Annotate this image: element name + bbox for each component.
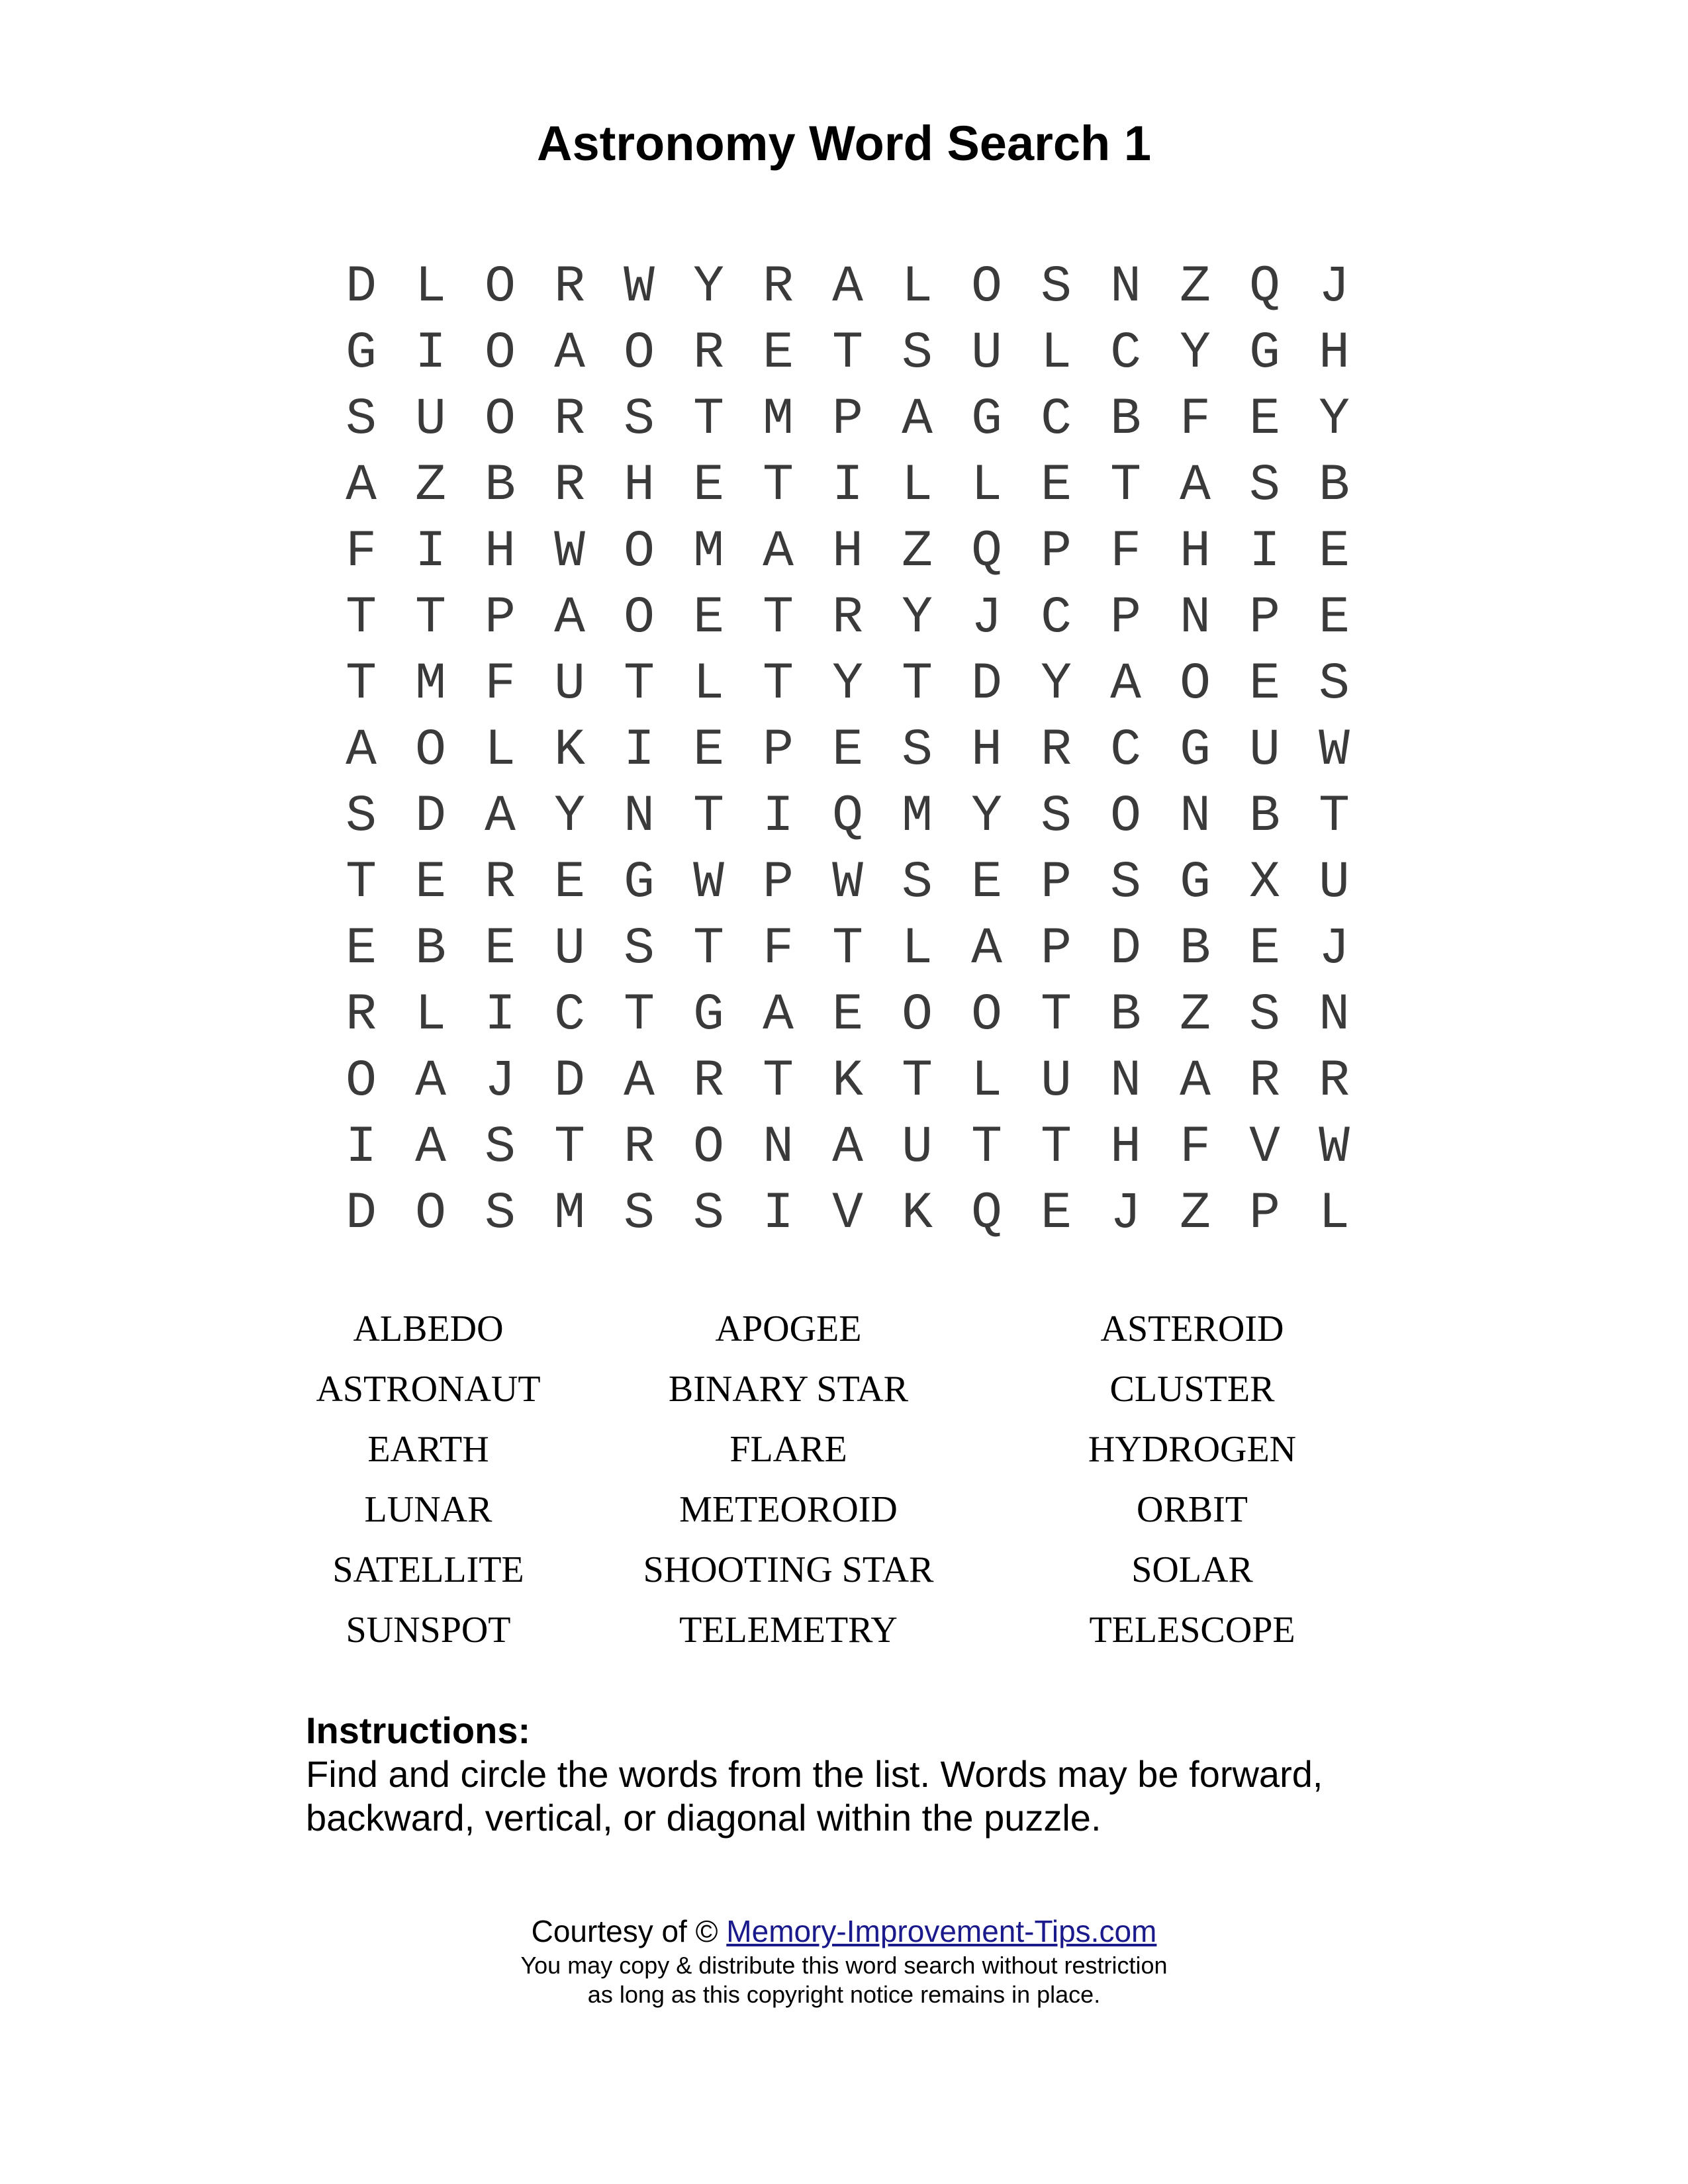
grid-cell: L [1041, 324, 1072, 383]
grid-cell: O [902, 986, 933, 1044]
grid-cell: P [1110, 589, 1141, 647]
grid-cell: C [1110, 721, 1141, 780]
word-list-item: EARTH [367, 1428, 489, 1470]
grid-cell: A [832, 258, 863, 316]
grid-cell: O [624, 589, 655, 647]
grid-cell: N [763, 1118, 794, 1177]
grid-cell: G [1249, 324, 1280, 383]
word-list-item: ASTRONAUT [316, 1368, 541, 1410]
grid-cell: I [763, 1185, 794, 1243]
word-list-item: FLARE [729, 1428, 847, 1470]
grid-cell: A [1180, 457, 1211, 515]
grid-cell: F [1110, 523, 1141, 581]
grid-cell: N [1319, 986, 1350, 1044]
grid-cell: R [1041, 721, 1072, 780]
courtesy-line [0, 1911, 1688, 1951]
grid-cell: O [971, 986, 1002, 1044]
footer [0, 1911, 1688, 2009]
grid-cell: O [624, 523, 655, 581]
grid-cell: U [554, 920, 585, 978]
grid-cell: O [415, 1185, 446, 1243]
grid-cell: B [1319, 457, 1350, 515]
grid-cell: A [971, 920, 1002, 978]
grid-cell: P [1249, 1185, 1280, 1243]
grid-cell: Y [1180, 324, 1211, 383]
grid-cell: O [415, 721, 446, 780]
grid-cell: A [763, 523, 794, 581]
word-list-item: SATELLITE [332, 1549, 524, 1590]
grid-cell: W [693, 854, 724, 912]
puzzle-grid [326, 254, 1369, 1247]
grid-cell: R [763, 258, 794, 316]
grid-cell: S [902, 324, 933, 383]
grid-cell: A [832, 1118, 863, 1177]
grid-cell: S [346, 788, 377, 846]
grid-cell: S [1249, 457, 1280, 515]
grid-cell: U [1319, 854, 1350, 912]
grid-cell: S [1110, 854, 1141, 912]
grid-cell: E [763, 324, 794, 383]
grid-cell: N [1110, 258, 1141, 316]
grid-cell: S [346, 390, 377, 449]
grid-cell: M [415, 655, 446, 713]
grid-cell: V [1249, 1118, 1280, 1177]
grid-cell: M [902, 788, 933, 846]
grid-cell: I [415, 523, 446, 581]
grid-cell: E [1319, 523, 1350, 581]
grid-cell: Y [971, 788, 1002, 846]
grid-cell: T [693, 390, 724, 449]
website-link[interactable]: Memory-Improvement-Tips.com [726, 1914, 1157, 1948]
instructions-body [306, 1752, 1431, 1840]
grid-cell: L [485, 721, 516, 780]
grid-cell: S [902, 854, 933, 912]
grid-cell: W [832, 854, 863, 912]
grid-cell: O [624, 324, 655, 383]
grid-cell: E [1041, 1185, 1072, 1243]
grid-cell: Q [832, 788, 863, 846]
grid-cell: E [485, 920, 516, 978]
word-list-item: SUNSPOT [346, 1609, 511, 1651]
grid-cell: T [763, 589, 794, 647]
grid-cell: N [1180, 589, 1211, 647]
grid-cell: R [832, 589, 863, 647]
word-list-item: METEOROID [679, 1488, 898, 1530]
grid-cell: T [415, 589, 446, 647]
grid-cell: T [1110, 457, 1141, 515]
grid-cell: M [763, 390, 794, 449]
grid-cell: H [1110, 1118, 1141, 1177]
grid-cell: D [346, 1185, 377, 1243]
grid-cell: K [832, 1052, 863, 1111]
grid-cell: U [554, 655, 585, 713]
grid-cell: S [1041, 258, 1072, 316]
grid-cell: D [554, 1052, 585, 1111]
grid-cell: E [1249, 390, 1280, 449]
grid-cell: I [763, 788, 794, 846]
grid-cell: A [554, 589, 585, 647]
grid-cell: L [902, 920, 933, 978]
grid-cell: O [1110, 788, 1141, 846]
instructions-heading: Instructions: [306, 1709, 531, 1751]
grid-cell: Z [902, 523, 933, 581]
grid-cell: R [1319, 1052, 1350, 1111]
grid-cell: R [485, 854, 516, 912]
grid-cell: R [554, 390, 585, 449]
grid-cell: S [1319, 655, 1350, 713]
page-title: Astronomy Word Search 1 [537, 116, 1151, 171]
grid-cell: U [1041, 1052, 1072, 1111]
grid-cell: G [346, 324, 377, 383]
grid-cell: A [485, 788, 516, 846]
grid-cell: L [415, 986, 446, 1044]
grid-cell: P [763, 721, 794, 780]
grid-cell: T [346, 589, 377, 647]
grid-cell: Z [1180, 1185, 1211, 1243]
grid-cell: S [1249, 986, 1280, 1044]
copyright-note-line: You may copy & distribute this word search without restriction [520, 1952, 1168, 1979]
grid-cell: M [554, 1185, 585, 1243]
grid-cell: O [693, 1118, 724, 1177]
grid-cell: E [693, 589, 724, 647]
grid-cell: T [902, 655, 933, 713]
grid-cell: E [693, 721, 724, 780]
grid-cell: O [485, 390, 516, 449]
grid-cell: E [554, 854, 585, 912]
grid-cell: D [415, 788, 446, 846]
grid-cell: D [1110, 920, 1141, 978]
grid-cell: T [693, 920, 724, 978]
grid-cell: T [763, 655, 794, 713]
grid-cell: T [971, 1118, 1002, 1177]
grid-cell: T [624, 655, 655, 713]
grid-cell: T [554, 1118, 585, 1177]
grid-cell: R [693, 324, 724, 383]
grid-cell: L [902, 457, 933, 515]
grid-cell: I [485, 986, 516, 1044]
grid-cell: T [346, 655, 377, 713]
courtesy-prefix: Courtesy of © [531, 1914, 727, 1948]
grid-cell: R [346, 986, 377, 1044]
grid-cell: W [1319, 721, 1350, 780]
grid-cell: W [554, 523, 585, 581]
grid-cell: A [346, 721, 377, 780]
grid-cell: S [693, 1185, 724, 1243]
grid-cell: P [1041, 854, 1072, 912]
grid-cell: G [1180, 854, 1211, 912]
grid-cell: I [415, 324, 446, 383]
grid-cell: M [693, 523, 724, 581]
grid-cell: Z [415, 457, 446, 515]
grid-cell: F [1180, 1118, 1211, 1177]
grid-cell: J [1110, 1185, 1141, 1243]
grid-cell: H [624, 457, 655, 515]
grid-cell: T [1319, 788, 1350, 846]
grid-cell: B [1249, 788, 1280, 846]
grid-cell: H [832, 523, 863, 581]
grid-cell: L [1319, 1185, 1350, 1243]
grid-cell: O [1180, 655, 1211, 713]
grid-cell: F [485, 655, 516, 713]
grid-cell: T [902, 1052, 933, 1111]
grid-cell: Y [554, 788, 585, 846]
grid-cell: D [346, 258, 377, 316]
grid-cell: U [415, 390, 446, 449]
grid-cell: Q [971, 523, 1002, 581]
grid-cell: A [554, 324, 585, 383]
word-list-item: SHOOTING STAR [643, 1549, 934, 1590]
grid-cell: R [1249, 1052, 1280, 1111]
grid-cell: J [1319, 258, 1350, 316]
grid-cell: T [832, 324, 863, 383]
copyright-note-line: as long as this copyright notice remains in place. [587, 1981, 1101, 2008]
grid-cell: L [971, 457, 1002, 515]
grid-cell: Y [832, 655, 863, 713]
grid-cell: B [485, 457, 516, 515]
grid-cell: O [485, 324, 516, 383]
grid-cell: S [624, 920, 655, 978]
grid-cell: H [485, 523, 516, 581]
grid-cell: C [1041, 390, 1072, 449]
grid-cell: O [971, 258, 1002, 316]
grid-cell: S [485, 1185, 516, 1243]
grid-cell: W [624, 258, 655, 316]
grid-cell: E [832, 986, 863, 1044]
grid-cell: E [693, 457, 724, 515]
grid-cell: O [346, 1052, 377, 1111]
grid-cell: T [693, 788, 724, 846]
grid-cell: G [693, 986, 724, 1044]
grid-cell: N [624, 788, 655, 846]
grid-cell: T [763, 1052, 794, 1111]
grid-cell: S [624, 390, 655, 449]
grid-cell: R [693, 1052, 724, 1111]
grid-cell: E [346, 920, 377, 978]
grid-cell: Y [1041, 655, 1072, 713]
grid-cell: I [832, 457, 863, 515]
grid-cell: C [554, 986, 585, 1044]
grid-cell: S [624, 1185, 655, 1243]
grid-cell: Q [1249, 258, 1280, 316]
word-list-item: LUNAR [364, 1488, 492, 1530]
grid-cell: G [624, 854, 655, 912]
grid-cell: H [1180, 523, 1211, 581]
grid-cell: L [971, 1052, 1002, 1111]
grid-cell: R [624, 1118, 655, 1177]
word-list-item: ORBIT [1137, 1488, 1248, 1530]
grid-cell: A [902, 390, 933, 449]
grid-cell: T [1041, 986, 1072, 1044]
grid-cell: T [624, 986, 655, 1044]
grid-cell: G [1180, 721, 1211, 780]
grid-cell: Z [1180, 986, 1211, 1044]
grid-cell: A [1110, 655, 1141, 713]
grid-cell: D [971, 655, 1002, 713]
grid-cell: V [832, 1185, 863, 1243]
grid-cell: Y [1319, 390, 1350, 449]
grid-cell: E [971, 854, 1002, 912]
grid-cell: Y [693, 258, 724, 316]
grid-cell: A [763, 986, 794, 1044]
grid-cell: T [1041, 1118, 1072, 1177]
grid-cell: P [763, 854, 794, 912]
grid-cell: A [346, 457, 377, 515]
grid-cell: J [485, 1052, 516, 1111]
instructions-line: Find and circle the words from the list. Words may be forward, [306, 1753, 1323, 1795]
grid-cell: O [485, 258, 516, 316]
word-list-item: TELESCOPE [1089, 1609, 1295, 1651]
grid-cell: C [1110, 324, 1141, 383]
grid-cell: J [971, 589, 1002, 647]
grid-cell: F [346, 523, 377, 581]
grid-cell: L [415, 258, 446, 316]
word-list-item: HYDROGEN [1088, 1428, 1297, 1470]
grid-cell: P [1041, 523, 1072, 581]
word-list-item: APOGEE [715, 1308, 862, 1349]
word-list-item: ASTEROID [1100, 1308, 1284, 1349]
grid-cell: G [971, 390, 1002, 449]
grid-cell: P [485, 589, 516, 647]
word-list-item: SOLAR [1131, 1549, 1253, 1590]
grid-cell: S [1041, 788, 1072, 846]
grid-cell: W [1319, 1118, 1350, 1177]
grid-cell: F [763, 920, 794, 978]
grid-cell: N [1180, 788, 1211, 846]
grid-cell: H [971, 721, 1002, 780]
grid-cell: X [1249, 854, 1280, 912]
grid-cell: Z [1180, 258, 1211, 316]
grid-cell: R [554, 258, 585, 316]
grid-cell: F [1180, 390, 1211, 449]
grid-cell: C [1041, 589, 1072, 647]
grid-cell: E [1319, 589, 1350, 647]
grid-cell: A [1180, 1052, 1211, 1111]
grid-cell: H [1319, 324, 1350, 383]
grid-cell: Y [902, 589, 933, 647]
word-list-item: TELEMETRY [679, 1609, 898, 1651]
grid-cell: U [1249, 721, 1280, 780]
grid-cell: B [1180, 920, 1211, 978]
grid-cell: T [346, 854, 377, 912]
word-list [285, 1298, 1410, 1660]
grid-cell: B [415, 920, 446, 978]
grid-cell: K [554, 721, 585, 780]
grid-cell: L [693, 655, 724, 713]
word-list-item: ALBEDO [353, 1308, 504, 1349]
grid-cell: P [832, 390, 863, 449]
grid-cell: E [832, 721, 863, 780]
grid-cell: E [1249, 655, 1280, 713]
grid-cell: T [832, 920, 863, 978]
grid-cell: A [415, 1118, 446, 1177]
word-list-item: CLUSTER [1109, 1368, 1275, 1410]
grid-cell: S [485, 1118, 516, 1177]
grid-cell: K [902, 1185, 933, 1243]
grid-cell: I [346, 1118, 377, 1177]
grid-cell: P [1041, 920, 1072, 978]
grid-cell: R [554, 457, 585, 515]
grid-cell: N [1110, 1052, 1141, 1111]
word-list-item: BINARY STAR [668, 1368, 909, 1410]
grid-cell: T [763, 457, 794, 515]
grid-cell: A [624, 1052, 655, 1111]
grid-cell: A [415, 1052, 446, 1111]
grid-cell: L [902, 258, 933, 316]
instructions-line: backward, vertical, or diagonal within the puzzle. [306, 1797, 1102, 1839]
grid-cell: S [902, 721, 933, 780]
grid-cell: I [1249, 523, 1280, 581]
grid-cell: I [624, 721, 655, 780]
grid-cell: E [1249, 920, 1280, 978]
grid-cell: B [1110, 390, 1141, 449]
grid-cell: E [1041, 457, 1072, 515]
grid-cell: J [1319, 920, 1350, 978]
instructions [306, 1709, 1431, 1840]
grid-cell: E [415, 854, 446, 912]
grid-cell: U [971, 324, 1002, 383]
grid-cell: P [1249, 589, 1280, 647]
grid-cell: B [1110, 986, 1141, 1044]
grid-cell: U [902, 1118, 933, 1177]
grid-cell: Q [971, 1185, 1002, 1243]
